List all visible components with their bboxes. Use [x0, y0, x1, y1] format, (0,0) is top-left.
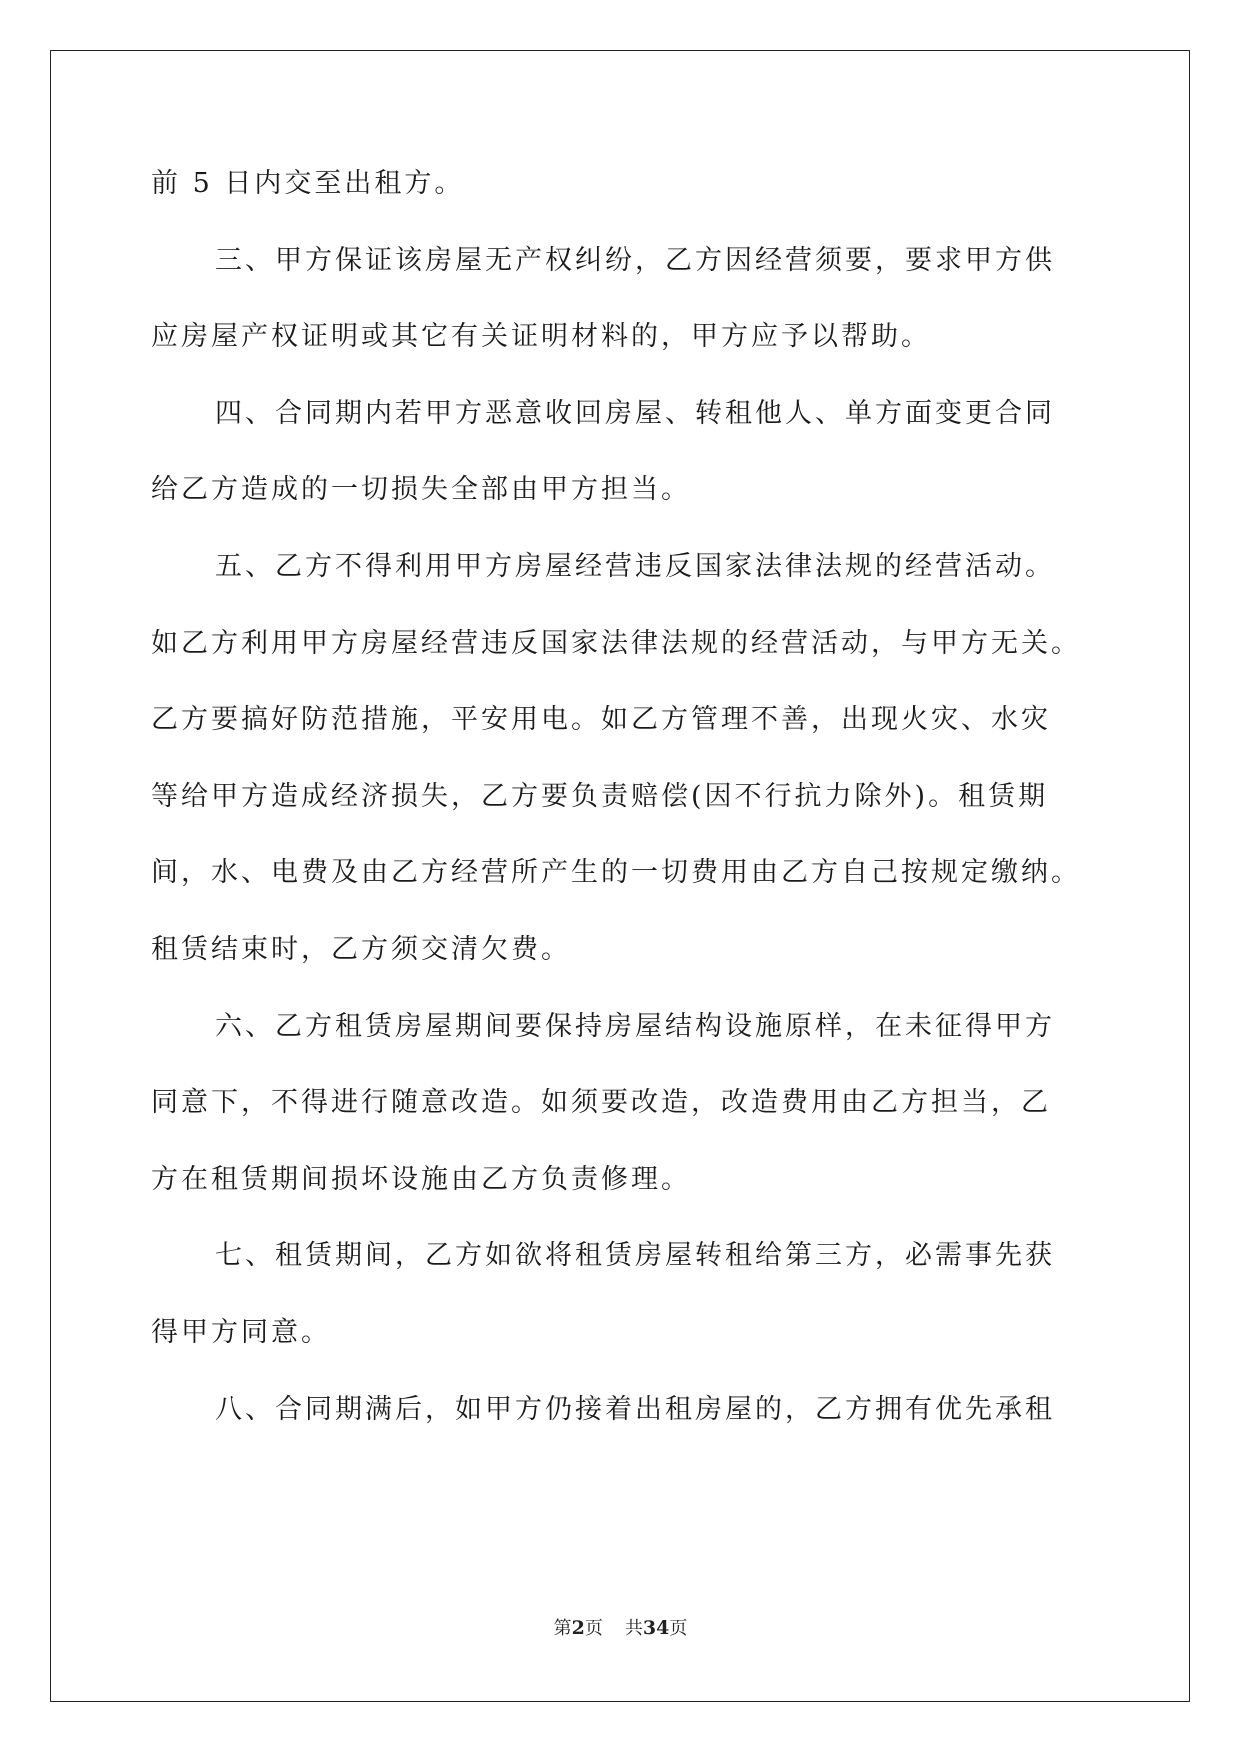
total-page-count: 34 [642, 1617, 670, 1639]
page-suffix: 页 [584, 1618, 603, 1639]
page-prefix: 第 [553, 1618, 572, 1639]
text-line-3: 应房屋产权证明或其它有关证明材料的，甲方应予以帮助。 [151, 321, 931, 353]
text-line-1: 前 5 日内交至出租方。 [151, 168, 465, 199]
text-line-9: 等给甲方造成经济损失，乙方要负责赔偿(因不行抗力除外)。租赁期 [151, 780, 1049, 812]
text-line-10: 间，水、电费及由乙方经营所产生的一切费用由乙方自己按规定缴纳。 [151, 857, 1081, 889]
page-footer [0, 1614, 1241, 1640]
total-prefix: 共 [624, 1618, 643, 1639]
text-line-5: 给乙方造成的一切损失全部由甲方担当。 [151, 474, 691, 506]
text-line-6: 五、乙方不得利用甲方房屋经营违反国家法律法规的经营活动。 [215, 550, 1055, 582]
text-line-14: 方在租赁期间损坏设施由乙方负责修理。 [151, 1163, 691, 1195]
text-line-13: 同意下，不得进行随意改造。如须要改造，改造费用由乙方担当，乙 [151, 1087, 1051, 1119]
text-line-8: 乙方要搞好防范措施，平安用电。如乙方管理不善，出现火灾、水灾 [151, 704, 1051, 736]
text-line-15: 七、租赁期间，乙方如欲将租赁房屋转租给第三方，必需事先获 [215, 1240, 1055, 1272]
text-line-17: 八、合同期满后，如甲方仍接着出租房屋的，乙方拥有优先承租 [215, 1393, 1055, 1425]
total-suffix: 页 [669, 1618, 688, 1639]
text-line-2: 三、甲方保证该房屋无产权纠纷，乙方因经营须要，要求甲方供 [215, 244, 1055, 276]
current-page-number: 2 [571, 1617, 585, 1639]
text-line-12: 六、乙方租赁房屋期间要保持房屋结构设施原样，在未征得甲方 [215, 1010, 1055, 1042]
text-line-4: 四、合同期内若甲方恶意收回房屋、转租他人、单方面变更合同 [215, 397, 1055, 429]
document-body [151, 164, 1091, 1466]
text-line-11: 租赁结束时，乙方须交清欠费。 [151, 933, 571, 965]
text-line-16: 得甲方同意。 [151, 1316, 331, 1348]
text-line-7: 如乙方利用甲方房屋经营违反国家法律法规的经营活动，与甲方无关。 [151, 627, 1081, 659]
